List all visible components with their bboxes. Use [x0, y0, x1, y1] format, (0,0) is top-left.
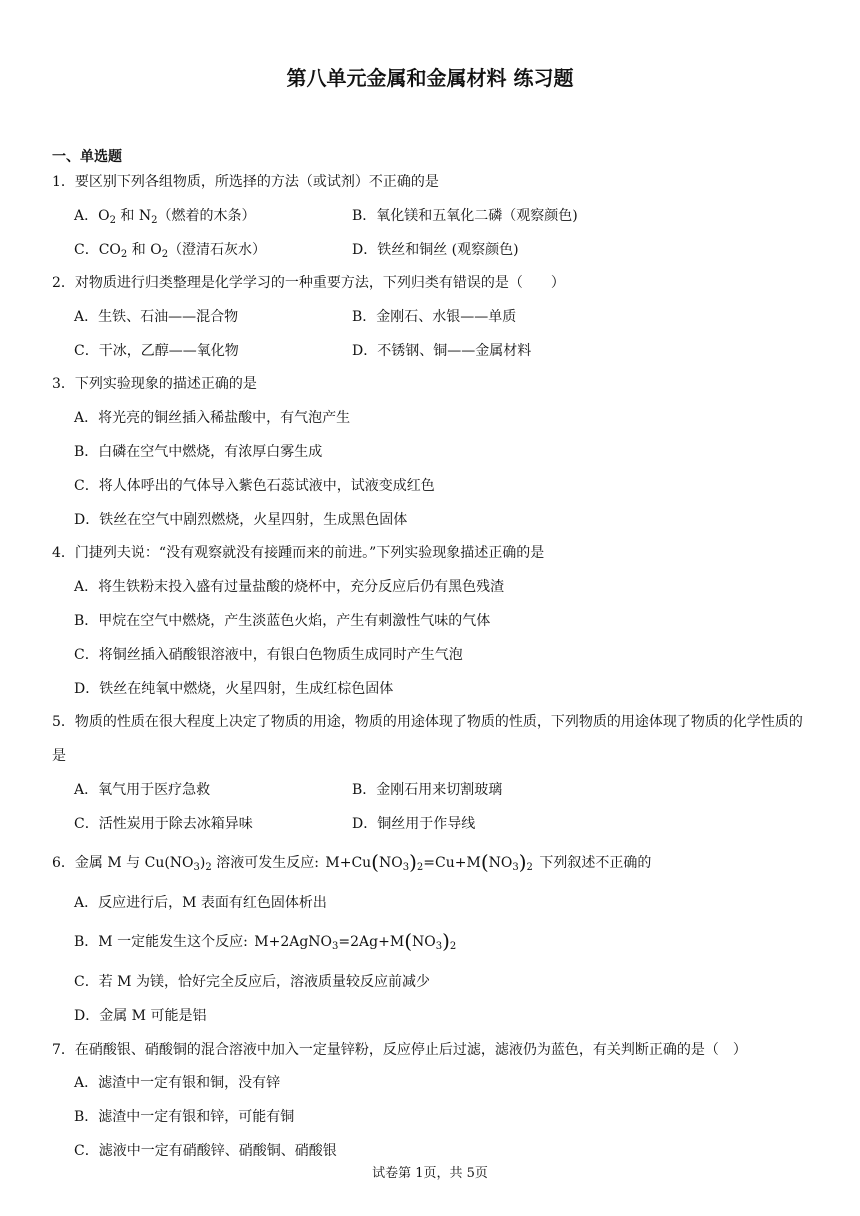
question-number: 4． [52, 545, 75, 561]
question-stem: 门捷列夫说：“没有观察就没有接踵而来的前进。”下列实验现象描述正确的是 [74, 545, 545, 561]
question-3 [52, 374, 812, 394]
reaction-equation: $M+2AgNO_3=2Ag+M(NO_3)_2$ [254, 929, 457, 953]
question-stem: 物质的性质在很大程度上决定了物质的用途，物质的用途体现了物质的性质，下列物质的用途体现了物质的化学性质的是 [52, 714, 803, 764]
q6-option-a[interactable]: A．反应进行后，M 表面有红色固体析出 [74, 895, 327, 911]
q1-option-b[interactable]: B．氧化镁和五氧化二磷（观察颜色) [352, 208, 578, 224]
section-heading: 一、单选题 [52, 149, 122, 165]
q5-option-d[interactable]: D．铜丝用于作导线 [352, 816, 476, 832]
q7-option-c[interactable]: C．滤液中一定有硝酸锌、硝酸铜、硝酸银 [74, 1143, 337, 1159]
q3-option-a[interactable]: A．将光亮的铜丝插入稀盐酸中，有气泡产生 [74, 410, 351, 426]
q3-option-d[interactable]: D．铁丝在空气中剧烈燃烧，火星四射，生成黑色固体 [74, 512, 408, 528]
question-number: 2． [52, 275, 75, 291]
page-title: 第八单元金属和金属材料 练习题 [286, 66, 574, 90]
q7-option-a[interactable]: A．滤渣中一定有银和铜，没有锌 [74, 1075, 281, 1091]
question-number: 7． [52, 1042, 75, 1058]
q4-option-c[interactable]: C．将铜丝插入硝酸银溶液中，有银白色物质生成同时产生气泡 [74, 647, 463, 663]
question-5 [52, 705, 812, 773]
question-number: 1． [52, 174, 75, 190]
question-7 [52, 1040, 822, 1060]
question-2 [52, 273, 812, 293]
q4-option-a[interactable]: A．将生铁粉末投入盛有过量盐酸的烧杯中，充分反应后仍有黑色残渣 [74, 579, 505, 595]
q2-option-b[interactable]: B．金刚石、水银——单质 [352, 309, 517, 325]
question-stem: 下列实验现象的描述正确的是 [74, 376, 257, 392]
q3-option-b[interactable]: B．白磷在空气中燃烧，有浓厚白雾生成 [74, 444, 323, 460]
question-1 [52, 172, 812, 192]
question-6: 6．金属 M 与 $Cu(NO_3)_2$ 溶液可发生反应: $M+Cu(NO_3)_2=Cu+M(NO_3)_2$ 下列叙述不正确的 [52, 850, 652, 874]
q1-option-d[interactable]: D．铁丝和铜丝 (观察颜色) [352, 242, 519, 258]
q2-option-c[interactable]: C．干冰，乙醇——氧化物 [74, 343, 239, 359]
question-stem: 要区别下列各组物质，所选择的方法（或试剂）不正确的是 [74, 174, 439, 190]
q2-option-d[interactable]: D．不锈钢、铜——金属材料 [352, 343, 532, 359]
question-number: 6． [52, 855, 75, 871]
question-number: 3． [52, 376, 75, 392]
q6-option-c[interactable]: C．若 M 为镁，恰好完全反应后，溶液质量较反应前减少 [74, 974, 430, 990]
question-4 [52, 543, 812, 563]
page-footer: 试卷第 1页，共 5页 [372, 1166, 488, 1181]
question-number: 5． [52, 714, 75, 730]
reaction-equation: $M+Cu(NO_3)_2=Cu+M(NO_3)_2$ [325, 850, 533, 874]
q4-option-b[interactable]: B．甲烷在空气中燃烧，产生淡蓝色火焰，产生有刺激性气味的气体 [74, 613, 491, 629]
question-stem: 在硝酸银、硝酸铜的混合溶液中加入一定量锌粉，反应停止后过滤，滤液仍为蓝色，有关判断正确的是（ ） [74, 1042, 747, 1058]
q2-option-a[interactable]: A．生铁、石油——混合物 [74, 309, 239, 325]
q7-option-b[interactable]: B．滤渣中一定有银和锌，可能有铜 [74, 1109, 295, 1125]
q5-option-a[interactable]: A．氧气用于医疗急救 [74, 782, 211, 798]
q5-option-c[interactable]: C．活性炭用于除去冰箱异味 [74, 816, 253, 832]
q3-option-c[interactable]: C．将人体呼出的气体导入紫色石蕊试液中，试液变成红色 [74, 478, 435, 494]
q6-option-b[interactable]: B．M 一定能发生这个反应: $M+2AgNO_3=2Ag+M(NO_3)_2$ [74, 929, 457, 953]
q1-option-c[interactable]: C．$CO_2$ 和 $O_2$（澄清石灰水） [74, 242, 267, 260]
q6-option-d[interactable]: D．金属 M 可能是铝 [74, 1008, 207, 1024]
question-stem: 对物质进行归类整理是化学学习的一种重要方法，下列归类有错误的是（ ） [74, 275, 565, 291]
q4-option-d[interactable]: D．铁丝在纯氧中燃烧，火星四射，生成红棕色固体 [74, 681, 394, 697]
q1-option-a[interactable]: A．$O_2$ 和 $N_2$（燃着的木条） [74, 208, 256, 226]
q5-option-b[interactable]: B．金刚石用来切割玻璃 [352, 782, 503, 798]
